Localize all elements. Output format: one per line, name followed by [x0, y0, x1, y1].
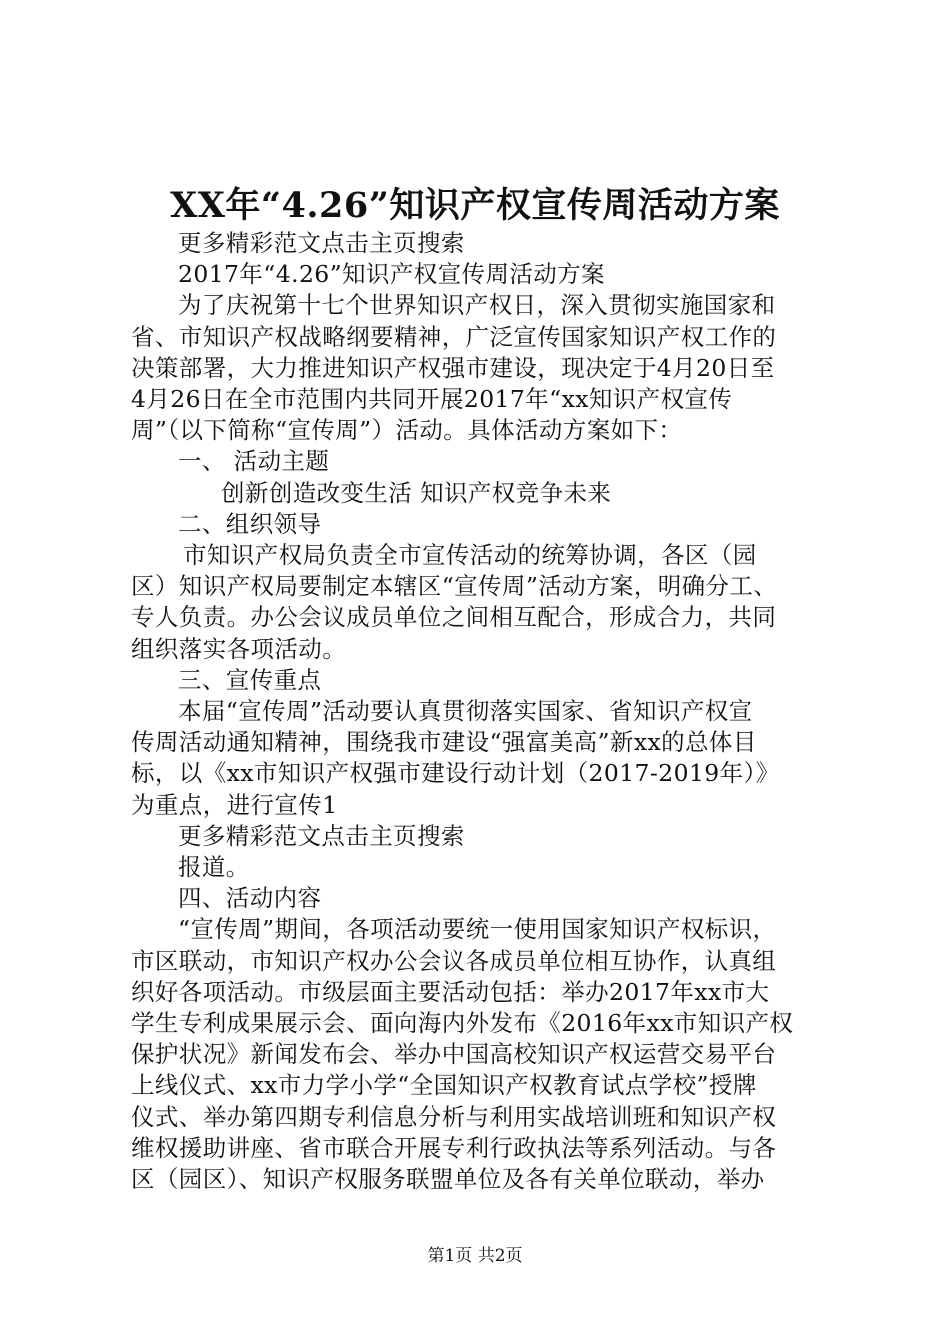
document-title: XX年“4.26”知识产权宣传周活动方案: [170, 185, 780, 226]
paragraph-line: 维权援助讲座、省市联合开展专利行政执法等系列活动。与各: [131, 1133, 777, 1162]
paragraph-line: 组织落实各项活动。: [131, 634, 347, 663]
paragraph-line: 4月26日在全市范围内共同开展2017年“xx知识产权宣传: [131, 385, 733, 414]
section-heading: 一、 活动主题: [178, 447, 330, 476]
paragraph-line: 学生专利成果展示会、面向海内外发布《2016年xx市知识产权: [131, 1009, 794, 1038]
document-body: [131, 228, 831, 1195]
paragraph-line: 传周活动通知精神，围绕我市建设“强富美高”新xx的总体目: [131, 728, 757, 757]
paragraph-line: 为了庆祝第十七个世界知识产权日，深入贯彻实施国家和: [178, 291, 776, 320]
paragraph-line: “宣传周”期间，各项活动要统一使用国家知识产权标识，: [178, 915, 777, 944]
paragraph-line: 上线仪式、xx市力学小学“全国知识产权教育试点学校”授牌: [131, 1071, 757, 1100]
paragraph-line: 市区联动，市知识产权办公会议各成员单位相互协作，认真组: [131, 946, 777, 975]
paragraph-line: 保护状况》新闻发布会、举办中国高校知识产权运营交易平台: [131, 1040, 777, 1069]
paragraph-line: 市知识产权局负责全市宣传活动的统筹协调，各区（园: [183, 541, 757, 570]
page-footer: 第1页 共2页: [427, 1246, 523, 1266]
paragraph-line: 标，以《xx市知识产权强市建设行动计划（2017-2019年）》: [131, 759, 780, 788]
section-heading: 三、宣传重点: [178, 665, 322, 694]
promo-line: 更多精彩范文点击主页搜索: [178, 821, 465, 850]
paragraph-line: 省、市知识产权战略纲要精神，广泛宣传国家知识产权工作的: [131, 322, 777, 351]
paragraph-line: 专人负责。办公会议成员单位之间相互配合，形成合力，共同: [131, 603, 777, 632]
paragraph-line: 织好各项活动。市级层面主要活动包括：举办2017年xx市大: [131, 977, 770, 1006]
paragraph-line: 报道。: [178, 853, 250, 882]
paragraph-line: 决策部署，大力推进知识产权强市建设，现决定于4月20日至: [131, 353, 775, 382]
paragraph-line: 为重点，进行宣传1: [131, 790, 338, 819]
paragraph-line: 区）知识产权局要制定本辖区“宣传周”活动方案，明确分工、: [131, 572, 778, 601]
paragraph-line: 周”（以下简称“宣传周”）活动。具体活动方案如下：: [131, 416, 683, 445]
subtitle-line: 2017年“4.26”知识产权宣传周活动方案: [178, 260, 605, 289]
theme-line: 创新创造改变生活 知识产权竞争未来: [221, 478, 612, 507]
promo-line: 更多精彩范文点击主页搜索: [178, 229, 465, 257]
paragraph-line: 仪式、举办第四期专利信息分析与利用实战培训班和知识产权: [131, 1102, 777, 1131]
section-heading: 二、组织领导: [178, 509, 322, 538]
section-heading: 四、活动内容: [178, 884, 322, 913]
paragraph-line: 本届“宣传周”活动要认真贯彻落实国家、省知识产权宣: [178, 697, 753, 726]
paragraph-line: 区（园区）、知识产权服务联盟单位及各有关单位联动，举办: [131, 1165, 765, 1194]
